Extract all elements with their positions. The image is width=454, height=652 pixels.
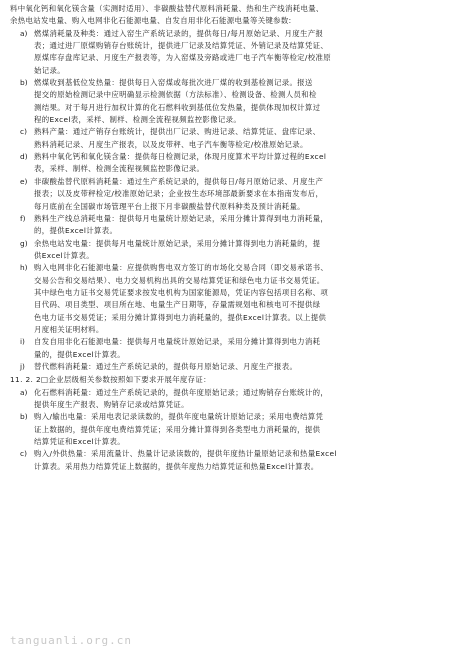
- list-item: [10, 448, 446, 473]
- text-line: 结算凭证和Excel计算表。: [34, 437, 125, 447]
- list-item-body: [34, 411, 446, 448]
- list-item-marker: g): [20, 238, 28, 248]
- text-line: 燃煤消耗量及种类：通过入窑生产系统记录的，提供每日/每月原始记录、月度生产报: [34, 28, 324, 38]
- list-item-marker: h): [20, 263, 28, 273]
- list-item-body: [34, 336, 446, 361]
- text-line: 余热电站发电量：提供每月电量统计原始记录，采用分摊计算得到电力消耗量的，提: [34, 238, 321, 248]
- list-item-marker: c): [20, 449, 27, 459]
- text-line: 交易公告和交易结果）、电力交易机构出具的交易结算凭证和绿色电力证书交易凭证。: [34, 275, 325, 285]
- list-item: [10, 151, 446, 176]
- list-item-body: [34, 28, 446, 77]
- list-item-body: [34, 126, 446, 151]
- text-line: 熟料消耗记录、月度生产报表，以及皮带秤、电子汽车衡等检定/校准原始记录。: [34, 139, 308, 149]
- text-line: 购入/外供热量：采用流量计、热量计记录读数的，提供年度热计量原始记录和热量Excel: [34, 449, 337, 459]
- list-item-body: [34, 448, 446, 473]
- list-item-body: [34, 213, 446, 238]
- list-item-marker: a): [20, 28, 28, 38]
- list-item: [10, 262, 446, 336]
- list-item-marker: c): [20, 127, 27, 137]
- list-item-marker: i): [20, 337, 25, 347]
- list-item: [10, 28, 446, 77]
- list-item: [10, 238, 446, 263]
- text-line: 料中氧化钙和氧化镁含量（实测时适用）、非碳酸盐替代原料消耗量、热和生产线消耗电量、: [10, 4, 324, 13]
- list-item: [10, 336, 446, 361]
- text-line: 计算表。采用热力结算凭证上数据的，提供年度热力结算凭证和热量Excel计算表。: [34, 461, 319, 471]
- list-item: [10, 126, 446, 151]
- text-line: 熟料产量：通过产销存台账统计，提供出厂记录、购进记录、结算凭证、盘库记录、: [34, 127, 321, 137]
- text-line: 的，提供Excel计算表。: [34, 226, 118, 236]
- text-line: 表，采样、制样、检测全流程视频监控影像记录。: [34, 164, 205, 174]
- list-item: [10, 361, 446, 373]
- list-item: [10, 176, 446, 213]
- list-item: [10, 77, 446, 126]
- text-line: 购入电网非化石能源电量：应提供购售电双方签订的市场化交易合同（即交易承诺书、: [34, 263, 329, 273]
- list-item-body: [34, 361, 446, 373]
- text-line: 非碳酸盐替代原料消耗量：通过生产系统记录的，提供每日/每月原始记录、月度生产: [34, 176, 324, 186]
- text-line: 量的，提供Excel计算表。: [34, 349, 125, 359]
- text-line: 燃煤收到基低位发热量：提供每日入窑煤或每批次进厂煤的收到基检测记录。报送: [34, 78, 313, 88]
- text-line: 程的Excel表，采样、制样、检测全流程视频监控影像记录。: [34, 115, 242, 125]
- facility-level-list: [10, 28, 446, 374]
- list-item: [10, 411, 446, 448]
- list-item-body: [34, 77, 446, 126]
- text-line: 测结果。对于每月进行加权计算的化石燃料收到基低位发热量，提供体现加权计算过: [34, 102, 321, 112]
- intro-paragraph: [10, 3, 446, 28]
- enterprise-level-list: [10, 387, 446, 473]
- text-line: 报表；以及皮带秤检定/校准原始记录；企业按生态环境部最新要求在本指南发布后，: [34, 189, 324, 199]
- text-line: 熟料生产线总消耗电量：提供每月电量统计原始记录，采用分摊计算得到电力消耗量，: [34, 213, 329, 223]
- text-line: 表；通过进厂原煤购销存台账统计，提供进厂记录及结算凭证、外销记录及结算凭证、: [34, 41, 329, 51]
- list-item-marker: e): [20, 176, 28, 186]
- text-line: 目代码、项目类型、项目所在地、电量生产日期等，存量需规划电和核电可不提供绿: [34, 300, 321, 310]
- text-line: 提交的原始检测记录中应明确显示检测依据（方法标准）、检测设备、检测人员和检: [34, 90, 317, 100]
- list-item-marker: a): [20, 387, 28, 397]
- list-item-body: [34, 387, 446, 412]
- text-line: 原煤库存盘库记录、月度生产报表等，为入窑煤及旁路或进厂电子汽车衡等检定/校准原: [34, 53, 331, 63]
- section-heading: 11. 2. 2□企业层级相关参数按照如下要求开展年度存证：: [10, 375, 211, 385]
- document-page: [10, 3, 446, 473]
- list-item-body: [34, 238, 446, 263]
- text-line: 自发自用非化石能源电量：提供每月电量统计原始记录，采用分摊计算得到电力消耗: [34, 337, 321, 347]
- text-line: 购入/输出电量：采用电表记录读数的，提供年度电量统计原始记录；采用电费结算凭: [34, 412, 324, 422]
- text-line: 始记录。: [34, 65, 65, 75]
- list-item-marker: b): [20, 412, 28, 422]
- list-item: [10, 213, 446, 238]
- text-line: 月度相关证明材料。: [34, 324, 104, 334]
- text-line: 色电力证书交易凭证；采用分摊计算得到电力消耗量的，提供Excel计算表。以上提供: [34, 312, 327, 322]
- list-item-marker: f): [20, 213, 26, 223]
- list-item-marker: b): [20, 78, 28, 88]
- list-item-marker: j): [20, 361, 25, 371]
- text-line: 其中绿色电力证书交易凭证要求按发电机构为国家能源局，凭证内容包括项目名称、项: [34, 287, 329, 297]
- watermark: tanguanli.org.cn: [10, 634, 132, 647]
- text-line: 供Excel计算表。: [34, 250, 95, 260]
- text-line: 每月底前在全国碳市场管理平台上报下月非碳酸盐替代原料种类及预计消耗量。: [34, 201, 305, 211]
- list-item-body: [34, 176, 446, 213]
- text-line: 提供年度生产报表、购销存记录或结算凭证。: [34, 400, 189, 409]
- list-item: [10, 387, 446, 412]
- text-line: 证上数据的，提供年度电费结算凭证；采用分摊计算得到各类型电力消耗量的，提供: [34, 424, 321, 434]
- list-item-body: [34, 262, 446, 336]
- text-line: 替代燃料消耗量：通过生产系统记录的，提供每月原始记录、月度生产报表。: [34, 361, 298, 371]
- list-item-body: [34, 151, 446, 176]
- text-line: 化石燃料消耗量：通过生产系统记录的，提供年度原始记录；通过购销存台账统计的，: [34, 387, 329, 397]
- list-item-marker: d): [20, 152, 28, 162]
- text-line: 余热电站发电量、购入电网非化石能源电量、自发自用非化石能源电量等关键参数:: [10, 16, 292, 26]
- text-line: 熟料中氧化钙和氧化镁含量：提供每日检测记录，体现月度算术平均计算过程的Excel: [34, 152, 327, 162]
